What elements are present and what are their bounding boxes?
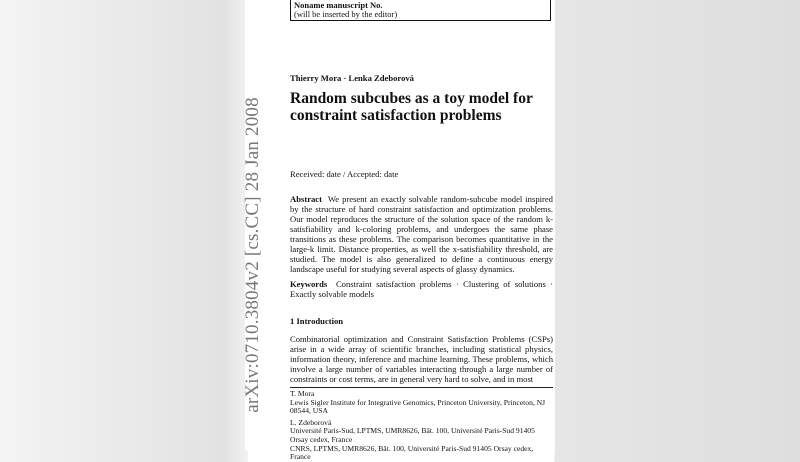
abstract <box>290 194 553 274</box>
paper-title: Random subcubes as a toy model for constraint satisfaction problems <box>290 90 533 124</box>
footnote-line: CNRS, LPTMS, UMR8626, Bât. 100, Université Paris-Sud 91405 Orsay cedex, France <box>290 443 534 462</box>
footnote-line: Lewis Sigler Institute for Integrative Genomics, Princeton University, Princeton, NJ 08544, USA <box>290 397 546 416</box>
editor-note: (will be inserted by the editor) <box>294 9 398 19</box>
keywords-text: Constraint satisfaction problems · Clustering of solutions · Exactly solvable models <box>290 279 553 299</box>
received-date: Received: date / Accepted: date <box>290 169 399 179</box>
abstract-text: We present an exactly solvable random-subcube model inspired by the structure of hard constraint satisfaction and optimization problems. Our model reproduces the structure of the solution space of the random k-satisfiability and k-coloring problems, and undergoes the same phase transitions as these problems. The comparison becomes quantitative in the large-k limit. Distance properties, as well the x-satisfiability threshold, are studied. The model is also generalized to define a continuous energy landscape useful for studying several aspects of glassy dynamics. <box>290 194 553 274</box>
footnote-author: T. Mora <box>290 389 315 398</box>
footnote-line: Université Paris-Sud, LPTMS, UMR8626, Bât. 100, Université Paris-Sud 91405 Orsay cedex, France <box>290 426 535 444</box>
footnote-affiliation <box>290 419 553 462</box>
authors: Thierry Mora · Lenka Zdeborová <box>290 73 414 83</box>
intro-paragraph: Combinatorial optimization and Constraint Satisfaction Problems (CSPs) arise in a wide array of scientific branches, including statistical physics, information theory, inference and machine learning. These problems, which involve a large number of variables interacting through a large number of constraints or cost terms, are in general very hard to solve, and in most <box>290 334 553 384</box>
abstract-label: Abstract <box>290 194 322 204</box>
paper-column <box>290 73 553 462</box>
footnote-author: L. Zdeborová <box>290 417 332 427</box>
manuscript-number: Noname manuscript No. <box>294 0 383 10</box>
footnote-divider <box>290 387 553 388</box>
section-heading: 1 Introduction <box>290 316 344 326</box>
footnote-affiliation <box>290 390 553 416</box>
keywords <box>290 279 553 299</box>
keywords-label: Keywords <box>290 279 328 289</box>
arxiv-stamp: arXiv:0710.3804v2 [cs.CC] 28 Jan 2008 <box>242 97 263 413</box>
manuscript-number-box <box>290 0 551 21</box>
